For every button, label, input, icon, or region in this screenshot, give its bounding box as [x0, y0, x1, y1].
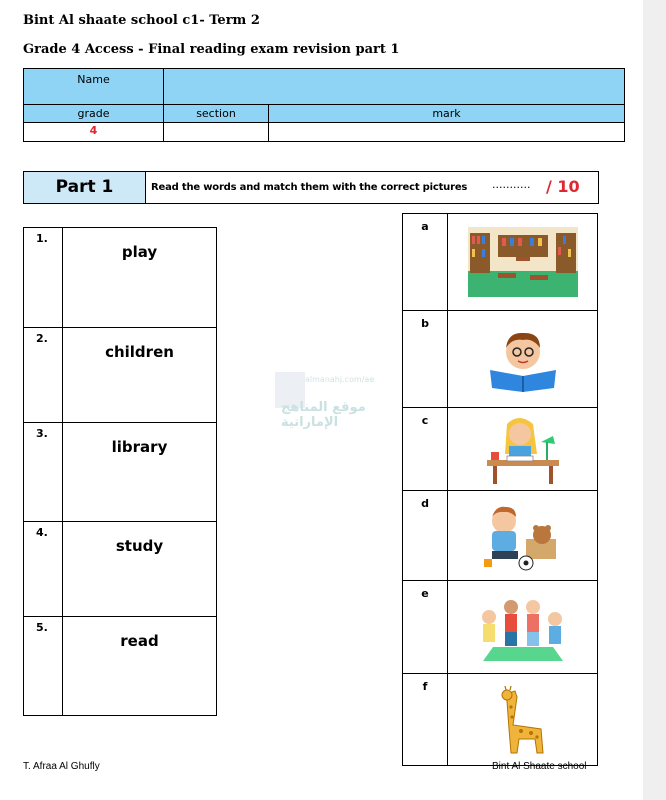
name-label-cell	[23, 68, 164, 105]
section-label-cell	[163, 104, 269, 123]
word-text: library	[111, 438, 168, 456]
watermark-arabic: موقع المناهج الإماراتية	[281, 400, 366, 430]
watermark-url: almanahj.com/ae	[305, 375, 375, 384]
part-label: Part 1	[24, 172, 146, 203]
word-row[interactable]	[24, 617, 216, 715]
word-text: study	[115, 537, 164, 555]
word-text: play	[121, 243, 158, 261]
girl-studying-picture-icon	[448, 408, 597, 490]
picture-letter: e	[403, 581, 448, 673]
picture-letter: b	[403, 311, 448, 407]
name-field[interactable]	[163, 68, 625, 105]
part-header	[23, 171, 599, 204]
name-label: Name	[77, 73, 110, 86]
page-side-strip	[643, 0, 666, 800]
word-row[interactable]	[24, 328, 216, 423]
picture-row[interactable]	[403, 408, 597, 491]
word-row[interactable]	[24, 228, 216, 328]
picture-row[interactable]	[403, 311, 597, 408]
grade-label: grade	[77, 107, 110, 120]
picture-letter: d	[403, 491, 448, 580]
word-row[interactable]	[24, 522, 216, 617]
boy-reading-picture-icon	[448, 311, 597, 407]
word-number: 5.	[24, 617, 63, 715]
watermark	[275, 372, 395, 432]
word-number: 2.	[24, 328, 63, 422]
grade-value-cell	[23, 122, 164, 142]
grade-label-cell	[23, 104, 164, 123]
picture-row[interactable]	[403, 491, 597, 581]
mark-label-cell	[268, 104, 625, 123]
teacher-name: T. Afraa Al Ghufly	[23, 761, 100, 772]
boy-playing-picture-icon	[448, 491, 597, 580]
part-instruction: Read the words and match them with the correct pictures	[151, 182, 468, 193]
words-table	[23, 227, 217, 716]
word-row[interactable]	[24, 423, 216, 522]
school-name: Bint Al Shaate school	[492, 761, 587, 772]
word-number: 3.	[24, 423, 63, 521]
mark-field[interactable]	[268, 122, 625, 142]
picture-letter: a	[403, 214, 448, 310]
giraffe-picture-icon	[448, 674, 597, 765]
picture-letter: c	[403, 408, 448, 490]
word-number: 4.	[24, 522, 63, 616]
exam-title: Grade 4 Access - Final reading exam revision part 1	[23, 42, 400, 57]
picture-letter: f	[403, 674, 448, 765]
word-text: read	[120, 632, 159, 650]
section-label: section	[196, 107, 236, 120]
word-text: children	[105, 343, 174, 361]
grade-value: 4	[89, 124, 98, 137]
mark-label: mark	[432, 107, 461, 120]
library-picture-icon	[448, 214, 597, 310]
part-score: / 10	[546, 177, 580, 196]
score-dots: ...........	[492, 178, 531, 191]
picture-row[interactable]	[403, 214, 597, 311]
picture-row[interactable]	[403, 581, 597, 674]
picture-row[interactable]	[403, 674, 597, 765]
section-field[interactable]	[163, 122, 269, 142]
school-title: Bint Al shaate school c1- Term 2	[23, 13, 260, 28]
word-number: 1.	[24, 228, 63, 327]
pictures-table	[402, 213, 598, 766]
student-info-table	[23, 68, 625, 142]
children-group-picture-icon	[448, 581, 597, 673]
